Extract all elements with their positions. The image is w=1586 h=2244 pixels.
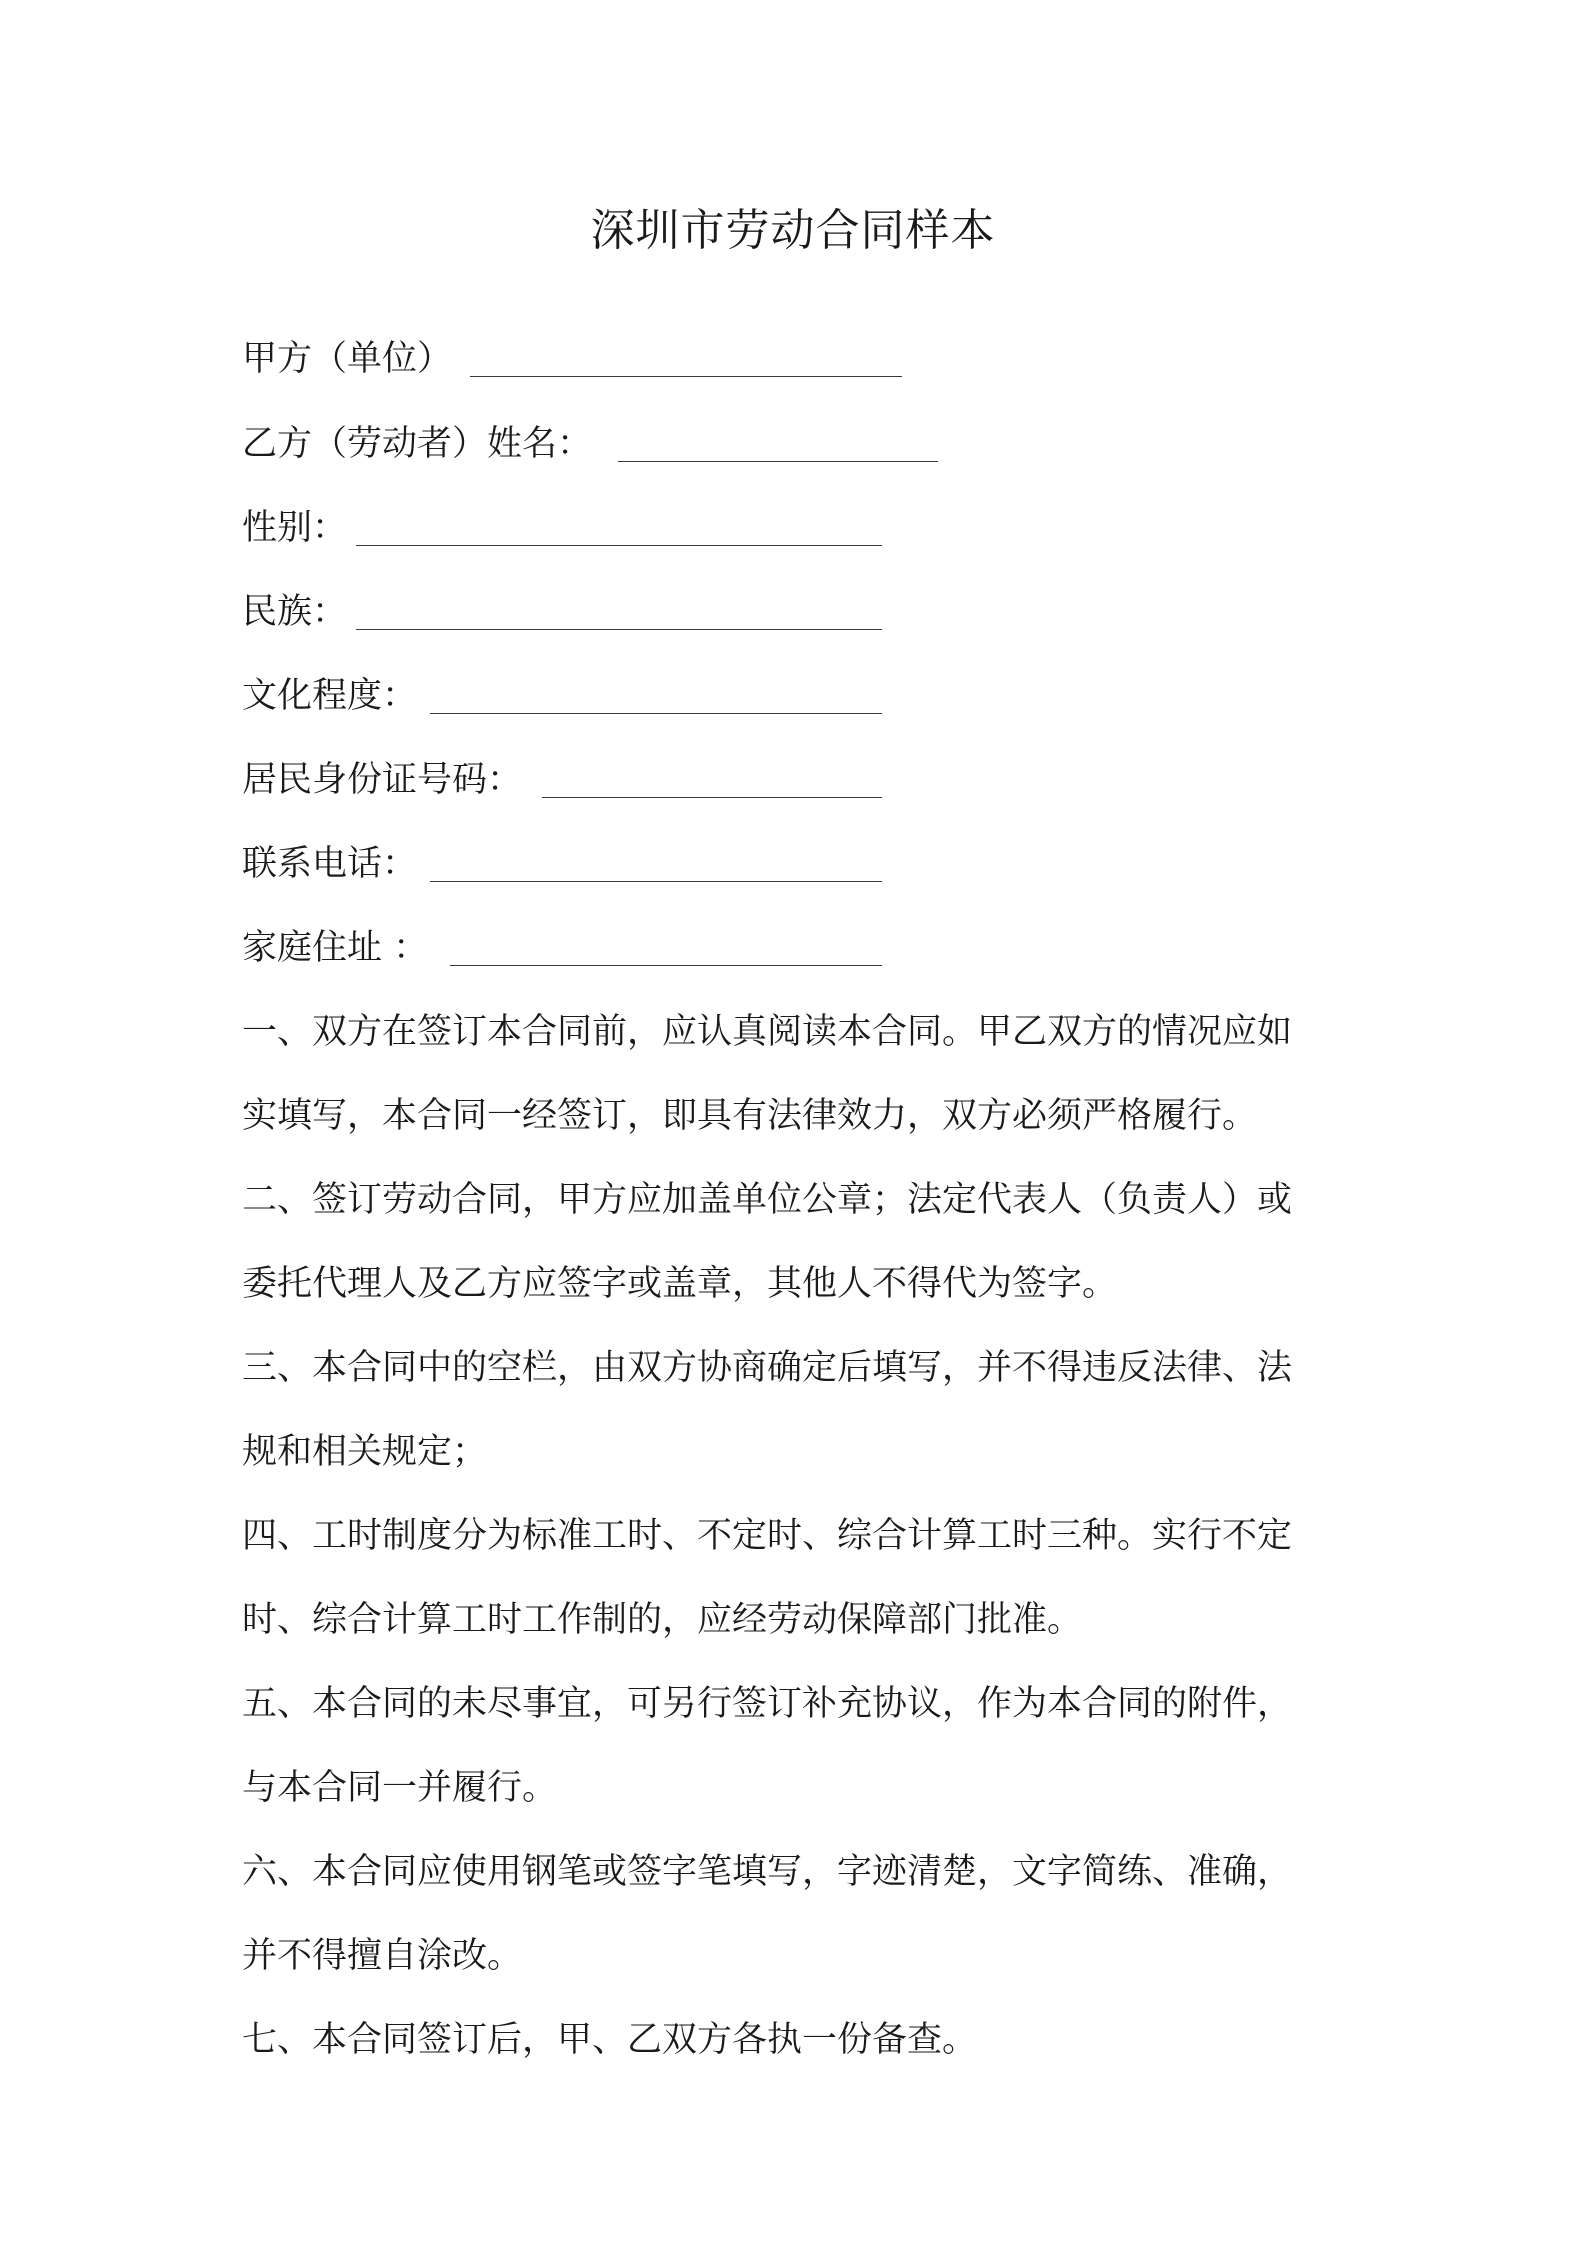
- clause-6-line-2: 并不得擅自涂改。: [242, 1936, 523, 1976]
- field-blank-line[interactable]: [356, 629, 882, 630]
- field-label: 性别：: [242, 508, 348, 548]
- clause-4-line-2: 时、综合计算工时工作制的，应经劳动保障部门批准。: [242, 1600, 1083, 1640]
- clause-6-line-1: 六、本合同应使用钢笔或签字笔填写，字迹清楚，文字简练、准确，: [242, 1852, 1293, 1892]
- clause-3-line-1: 三、本合同中的空栏，由双方协商确定后填写，并不得违反法律、法: [242, 1348, 1293, 1388]
- clause-5-line-2: 与本合同一并履行。: [242, 1768, 558, 1808]
- field-phone: [242, 836, 882, 892]
- clause-3-line-2: 规和相关规定；: [242, 1432, 488, 1472]
- field-label: 乙方（劳动者）姓名：: [242, 424, 593, 464]
- field-blank-line[interactable]: [450, 965, 882, 966]
- field-blank-line[interactable]: [356, 545, 882, 546]
- clause-7-line-1: 七、本合同签订后，甲、乙双方各执一份备查。: [242, 2020, 978, 2060]
- field-gender: [242, 500, 882, 556]
- field-label: 文化程度：: [242, 676, 418, 716]
- field-label: 联系电话：: [242, 844, 418, 884]
- field-label: 居民身份证号码：: [242, 760, 523, 800]
- clause-2-line-2: 委托代理人及乙方应签字或盖章，其他人不得代为签字。: [242, 1264, 1118, 1304]
- field-id-number: [242, 752, 882, 808]
- field-blank-line[interactable]: [430, 713, 882, 714]
- clause-1-line-1: 一、双方在签订本合同前，应认真阅读本合同。甲乙双方的情况应如: [242, 1012, 1293, 1052]
- clause-5-line-1: 五、本合同的未尽事宜，可另行签订补充协议，作为本合同的附件，: [242, 1684, 1293, 1724]
- field-blank-line[interactable]: [470, 376, 902, 377]
- clause-4-line-1: 四、工时制度分为标准工时、不定时、综合计算工时三种。实行不定: [242, 1516, 1293, 1556]
- field-label: 甲方（单位）: [242, 339, 453, 379]
- field-blank-line[interactable]: [542, 797, 882, 798]
- field-education: [242, 668, 882, 724]
- field-label: 家庭住址 ：: [242, 928, 429, 968]
- field-party-b-name: [242, 416, 938, 472]
- field-ethnicity: [242, 584, 882, 640]
- field-blank-line[interactable]: [618, 461, 938, 462]
- document-title: 深圳市劳动合同样本: [590, 205, 996, 256]
- clause-1-line-2: 实填写，本合同一经签订，即具有法律效力，双方必须严格履行。: [242, 1096, 1258, 1136]
- field-home-address: [242, 920, 882, 976]
- field-party-a-unit: [242, 331, 902, 387]
- clause-2-line-1: 二、签订劳动合同，甲方应加盖单位公章；法定代表人（负责人）或: [242, 1180, 1293, 1220]
- field-label: 民族：: [242, 592, 348, 632]
- field-blank-line[interactable]: [430, 881, 882, 882]
